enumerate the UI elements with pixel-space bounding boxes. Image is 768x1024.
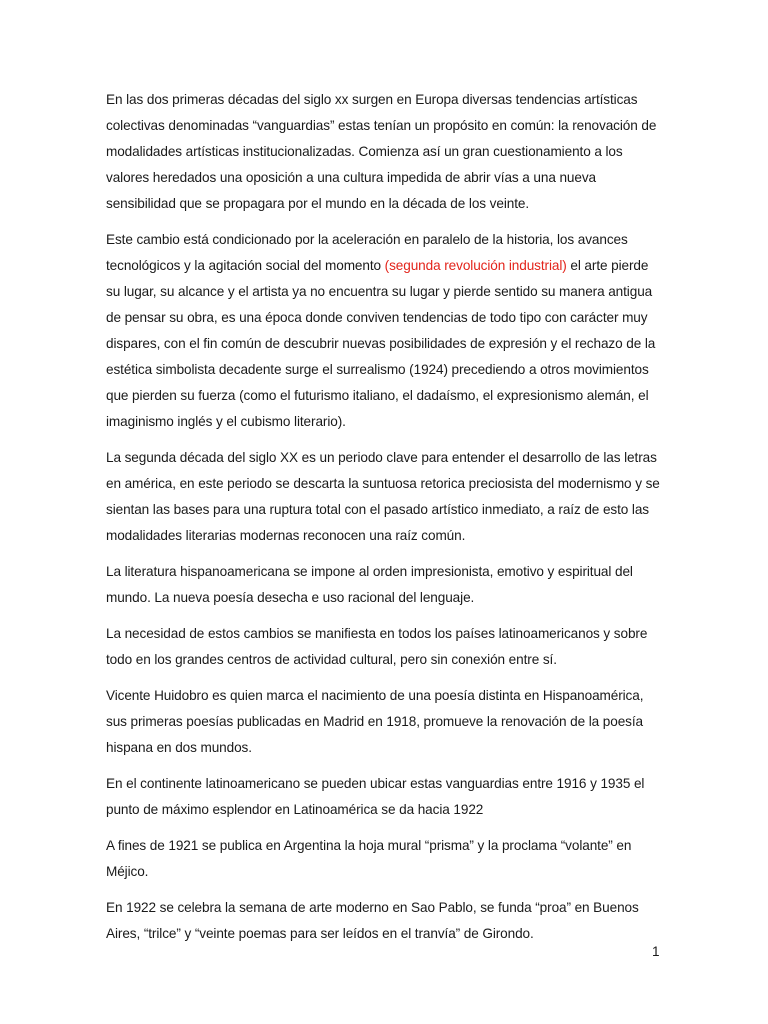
paragraph-4: La literatura hispanoamericana se impone al orden impresionista, emotivo y espiritual del mundo. La nueva poesía desecha e uso racional del lenguaje. (106, 564, 633, 605)
paragraph-7: En el continente latinoamericano se pueden ubicar estas vanguardias entre 1916 y 1935 el punto de máximo esplendor en Latinoamérica se da hacia 1922 (106, 776, 645, 817)
highlighted-phrase: (segunda revolución industrial) (384, 258, 567, 273)
paragraph-1: En las dos primeras décadas del siglo xx surgen en Europa diversas tendencias artísticas colectivas denominadas “vanguardias” estas tenían un propósito en común: la renovación de modalidades artísticas institucionalizadas. Comienza así un gran cuestionamiento a los valores heredados una oposición a una cultura impedida de abrir vías a una nueva sensibilidad que se propagara por el mundo en la década de los veinte. (106, 92, 657, 211)
page-number: 1 (652, 944, 660, 959)
document-body (106, 87, 664, 957)
paragraph-2-text-after: el arte pierde su lugar, su alcance y el artista ya no encuentra su lugar y pierde sentido su manera antigua de pensar su obra, es una época donde conviven tendencias de todo tipo con carácter muy dispares, con el fin común de descubrir nuevas posibilidades de expresión y el rechazo de la estética simbolista decadente surge el surrealismo (1924) precediendo a otros movimientos que pierden su fuerza (como el futurismo italiano, el dadaísmo, el expresionismo alemán, el imaginismo inglés y el cubismo literario). (106, 258, 656, 429)
paragraph-3: La segunda década del siglo XX es un periodo clave para entender el desarrollo de las letras en américa, en este periodo se descarta la suntuosa retorica preciosista del modernismo y se sientan las bases para una ruptura total con el pasado artístico inmediato, a raíz de esto las modalidades literarias modernas reconocen una raíz común. (106, 450, 660, 543)
paragraph-8: A fines de 1921 se publica en Argentina la hoja mural “prisma” y la proclama “volante” en Méjico. (106, 838, 632, 879)
paragraph-2-text-before: Este cambio está condicionado por la aceleración en paralelo de la historia, los avances tecnológicos y la agitación social del momento (106, 232, 628, 273)
paragraph-5: La necesidad de estos cambios se manifiesta en todos los países latinoamericanos y sobre todo en los grandes centros de actividad cultural, pero sin conexión entre sí. (106, 626, 648, 667)
paragraph-2 (106, 227, 664, 435)
paragraph-9: En 1922 se celebra la semana de arte moderno en Sao Pablo, se funda “proa” en Buenos Aires, “trilce” y “veinte poemas para ser leídos en el tranvía” de Girondo. (106, 900, 639, 941)
paragraph-6: Vicente Huidobro es quien marca el nacimiento de una poesía distinta en Hispanoamérica, sus primeras poesías publicadas en Madrid en 1918, promueve la renovación de la poesía hispana en dos mundos. (106, 688, 644, 755)
